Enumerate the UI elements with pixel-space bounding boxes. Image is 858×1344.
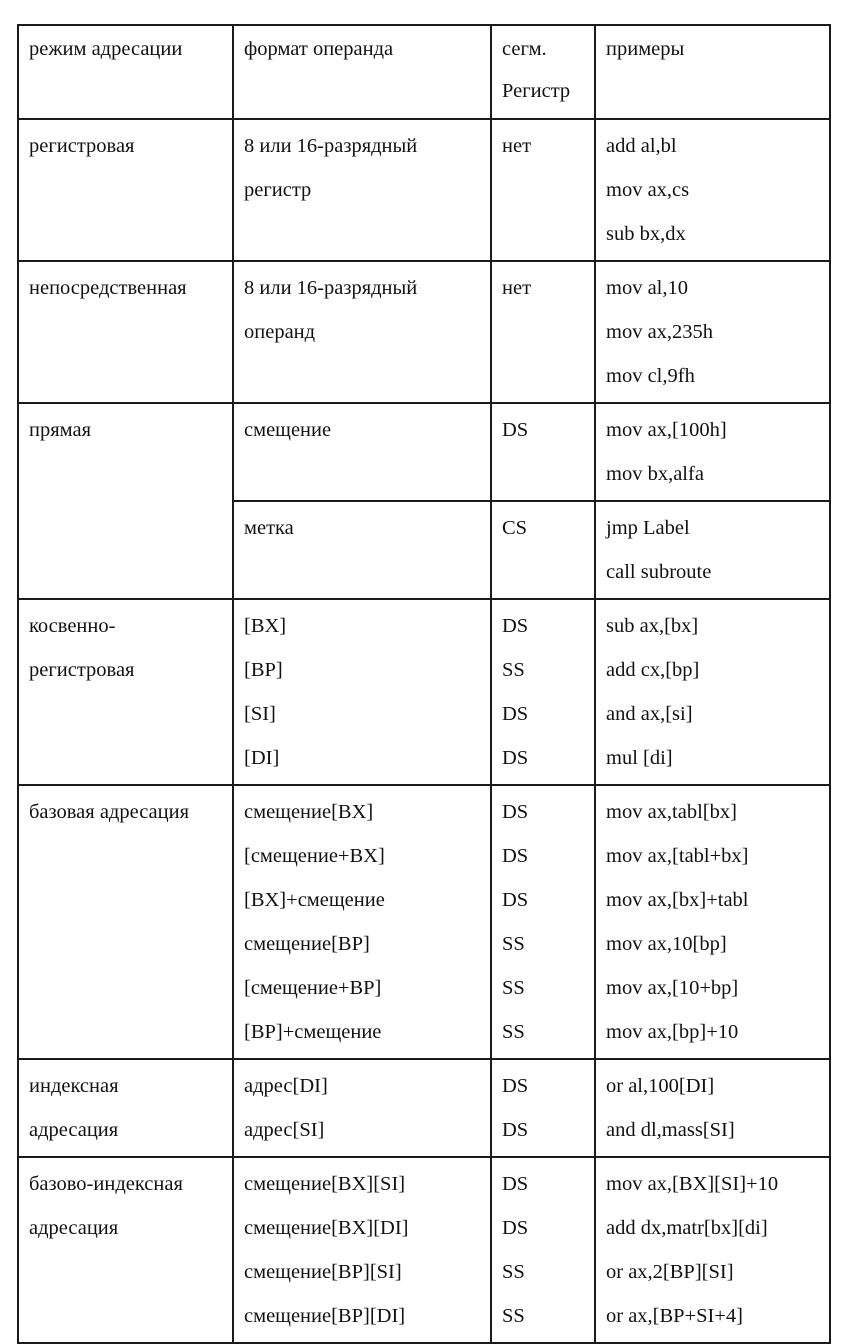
format-line: смещение[BP][DI]	[244, 1305, 406, 1327]
example-line: add cx,[bp]	[606, 659, 700, 681]
example-line: and dl,mass[SI]	[606, 1119, 735, 1141]
example-line: mov al,10	[606, 277, 688, 299]
segment-line: SS	[502, 659, 525, 681]
format-line: [DI]	[244, 747, 280, 769]
segment-line: SS	[502, 933, 525, 955]
examples-cell	[595, 119, 830, 261]
format-line: адрес[DI]	[244, 1075, 328, 1097]
examples-cell	[595, 599, 830, 785]
examples-cell	[595, 1157, 830, 1343]
header-row	[18, 25, 830, 119]
example-line: jmp Label	[606, 517, 690, 539]
header-format-line: формат операнда	[244, 38, 394, 60]
mode-line: прямая	[29, 419, 92, 441]
example-line: add dx,matr[bx][di]	[606, 1217, 768, 1239]
format-line: 8 или 16-разрядный	[244, 135, 418, 157]
segment-line: DS	[502, 1173, 529, 1195]
segment-line: DS	[502, 419, 529, 441]
format-line: регистр	[244, 179, 312, 201]
segment-line: нет	[502, 135, 532, 157]
segment-cell	[491, 403, 595, 501]
example-line: mov ax,[10+bp]	[606, 977, 739, 999]
format-line: [BX]	[244, 615, 287, 637]
segment-line: DS	[502, 1075, 529, 1097]
format-line: [BP]	[244, 659, 283, 681]
mode-cell	[18, 599, 233, 785]
example-line: mov ax,[100h]	[606, 419, 727, 441]
example-line: and ax,[si]	[606, 703, 693, 725]
header-mode-line: режим адресации	[29, 38, 183, 60]
segment-cell	[491, 1157, 595, 1343]
table-row	[18, 261, 830, 403]
format-line: [SI]	[244, 703, 276, 725]
table-row	[18, 1157, 830, 1343]
table-row	[18, 119, 830, 261]
mode-line: регистровая	[29, 659, 135, 681]
example-line: mov ax,tabl[bx]	[606, 801, 737, 823]
example-line: mov ax,[bp]+10	[606, 1021, 739, 1043]
segment-line: DS	[502, 703, 529, 725]
mode-cell	[18, 403, 233, 599]
example-line: sub bx,dx	[606, 223, 686, 245]
segment-line: DS	[502, 889, 529, 911]
format-line: [BX]+смещение	[244, 889, 385, 911]
example-line: sub ax,[bx]	[606, 615, 699, 637]
mode-line: косвенно-	[29, 615, 116, 637]
example-line: add al,bl	[606, 135, 677, 157]
mode-cell	[18, 1059, 233, 1157]
example-line: or ax,2[BP][SI]	[606, 1261, 734, 1283]
mode-cell	[18, 1157, 233, 1343]
example-line: mov ax,[BX][SI]+10	[606, 1173, 779, 1195]
format-line: [смещение+BX]	[244, 845, 385, 867]
format-line: смещение[BX][SI]	[244, 1173, 406, 1195]
mode-line: базово-индексная	[29, 1173, 183, 1195]
example-line: or al,100[DI]	[606, 1075, 715, 1097]
example-line: mov bx,alfa	[606, 463, 704, 485]
segment-line: DS	[502, 615, 529, 637]
format-line: смещение[BX]	[244, 801, 374, 823]
segment-line: SS	[502, 1021, 525, 1043]
format-cell	[233, 119, 491, 261]
format-line: метка	[244, 517, 294, 539]
example-line: mov ax,cs	[606, 179, 690, 201]
examples-cell	[595, 403, 830, 501]
segment-cell	[491, 599, 595, 785]
example-line: or ax,[BP+SI+4]	[606, 1305, 744, 1327]
segment-line: DS	[502, 801, 529, 823]
header-examples	[595, 25, 830, 119]
example-line: mov ax,[bx]+tabl	[606, 889, 749, 911]
table-row	[18, 785, 830, 1059]
format-line: [BP]+смещение	[244, 1021, 382, 1043]
format-line: смещение[BP]	[244, 933, 370, 955]
format-line: [смещение+BP]	[244, 977, 382, 999]
segment-line: нет	[502, 277, 532, 299]
format-line: 8 или 16-разрядный	[244, 277, 418, 299]
table-row	[18, 403, 830, 501]
examples-cell	[595, 501, 830, 599]
segment-line: CS	[502, 517, 528, 539]
format-line: операнд	[244, 321, 316, 343]
header-segment	[491, 25, 595, 119]
mode-cell	[18, 261, 233, 403]
example-line: mov ax,10[bp]	[606, 933, 727, 955]
header-segment-line: Регистр	[502, 80, 571, 102]
header-segment-line: сегм.	[502, 38, 547, 60]
format-line: смещение[BX][DI]	[244, 1217, 409, 1239]
segment-cell	[491, 1059, 595, 1157]
mode-line: индексная	[29, 1075, 119, 1097]
format-cell	[233, 403, 491, 501]
segment-line: DS	[502, 845, 529, 867]
segment-cell	[491, 785, 595, 1059]
format-line: смещение	[244, 419, 332, 441]
format-cell	[233, 1157, 491, 1343]
examples-cell	[595, 261, 830, 403]
mode-line: адресация	[29, 1217, 119, 1239]
segment-line: DS	[502, 1119, 529, 1141]
table-row	[18, 1059, 830, 1157]
format-cell	[233, 1059, 491, 1157]
table-row	[18, 599, 830, 785]
mode-line: адресация	[29, 1119, 119, 1141]
segment-line: SS	[502, 977, 525, 999]
segment-cell	[491, 501, 595, 599]
format-cell	[233, 501, 491, 599]
example-line: mov ax,235h	[606, 321, 714, 343]
segment-line: SS	[502, 1261, 525, 1283]
header-mode	[18, 25, 233, 119]
format-cell	[233, 785, 491, 1059]
examples-cell	[595, 1059, 830, 1157]
format-cell	[233, 599, 491, 785]
example-line: mul [di]	[606, 747, 673, 769]
examples-cell	[595, 785, 830, 1059]
segment-line: DS	[502, 747, 529, 769]
segment-line: DS	[502, 1217, 529, 1239]
example-line: mov cl,9fh	[606, 365, 695, 387]
example-line: mov ax,[tabl+bx]	[606, 845, 749, 867]
mode-cell	[18, 119, 233, 261]
mode-line: базовая адресация	[29, 801, 190, 823]
mode-line: регистровая	[29, 135, 135, 157]
header-examples-line: примеры	[606, 38, 685, 60]
mode-line: непосредственная	[29, 277, 187, 299]
format-line: смещение[BP][SI]	[244, 1261, 402, 1283]
segment-cell	[491, 119, 595, 261]
header-format	[233, 25, 491, 119]
mode-cell	[18, 785, 233, 1059]
segment-cell	[491, 261, 595, 403]
addressing-modes-table	[17, 24, 831, 1344]
format-cell	[233, 261, 491, 403]
format-line: адрес[SI]	[244, 1119, 325, 1141]
example-line: call subroute	[606, 561, 712, 583]
segment-line: SS	[502, 1305, 525, 1327]
